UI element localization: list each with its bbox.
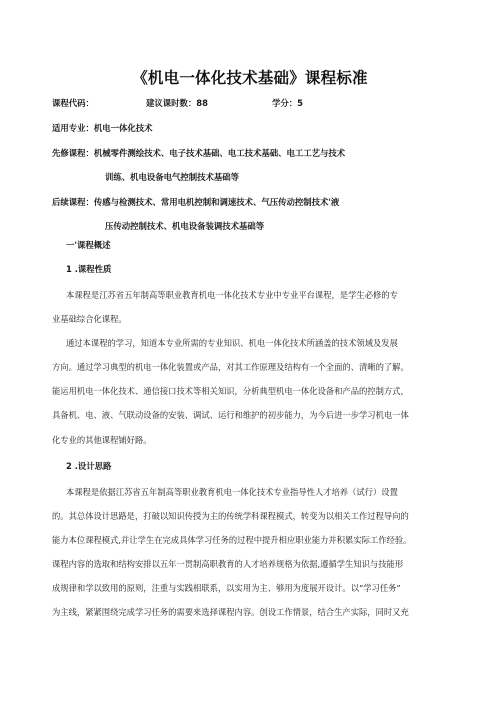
credits: 学分：5: [272, 98, 303, 108]
paragraph-line: 业基础综合化课程。: [52, 314, 127, 324]
paragraph-line: 成规律和学以致用的原则，注重与实践相联系，以实用为主、够用为度展开设计。以“学习任务”: [52, 583, 401, 593]
section-heading-overview: 一'课程概述: [66, 240, 111, 250]
prerequisite-courses-line-1: 先修课程：机械零件测绘技术、电子技术基础、电工技术基础、电工工艺与技术: [52, 148, 346, 158]
paragraph-line: 具备机、电、液、气联动设备的安装、调试、运行和维护的初步能力，为今后进一步学习机电一体: [52, 410, 409, 420]
paragraph-line: 通过本课程的学习，知道本专业所需的专业知识、机电一体化技术所涵盖的技术领域及发展: [66, 338, 398, 348]
paragraph-line: 的。其总体设计思路是，打破以知识传授为主的传统学科课程模式，转变为以相关工作过程导向的: [52, 511, 409, 521]
paragraph-line: 本课程是江苏省五年制高等职业教育机电一体化技术专业中专业平台课程，是学生必修的专: [66, 290, 398, 300]
document-title: 《机电一体化技术基础》课程标准: [132, 69, 368, 87]
subheading-course-nature: 1 .课程性质: [66, 264, 112, 274]
paragraph-line: 化专业的其他课程铺好路。: [52, 435, 152, 445]
followup-courses-line-1: 后续课程：传感与检测技术、常用电机控制和调速技术、气压传动控制技术'液: [52, 197, 340, 207]
paragraph-line: 能力本位课程模式,并让学生在完成具体学习任务的过程中提升相应职业能力并积累实际工作经验。: [52, 535, 412, 545]
subheading-design-approach: 2 .设计思路: [66, 461, 112, 471]
paragraph-line: 方向。通过学习典型的机电一体化装置或产品，对其工作原理及结构有一个全面的、清晰的了解。: [52, 362, 409, 372]
paragraph-line: 为主线，紧紧围绕完成学习任务的需要来选择课程内容。创设工作情景，结合生产实际，同时又充: [52, 607, 409, 617]
prerequisite-courses-line-2: 训练、机电设备电气控制技术基础等: [105, 172, 239, 182]
applicable-major: 适用专业：机电一体化技术: [52, 123, 153, 133]
paragraph-line: 本课程是依据江苏省五年制高等职业教育机电一体化技术专业指导性人才培养（试行）设置: [66, 487, 398, 497]
paragraph-line: 能运用机电一体化技术、通信接口技术等相关知识，分析典型机电一体化设备和产品的控制方式，: [52, 386, 409, 396]
course-code-label: 课程代码：: [52, 98, 94, 108]
paragraph-line: 课程内容的选取和结构安排以五年一贯制高职教育的人才培养规格为依据,遵循学生知识与技能形: [52, 559, 404, 569]
suggested-hours: 建议课时数：88: [146, 98, 208, 108]
followup-courses-line-2: 压传动控制技术、机电设备装调技术基础等: [105, 221, 265, 231]
